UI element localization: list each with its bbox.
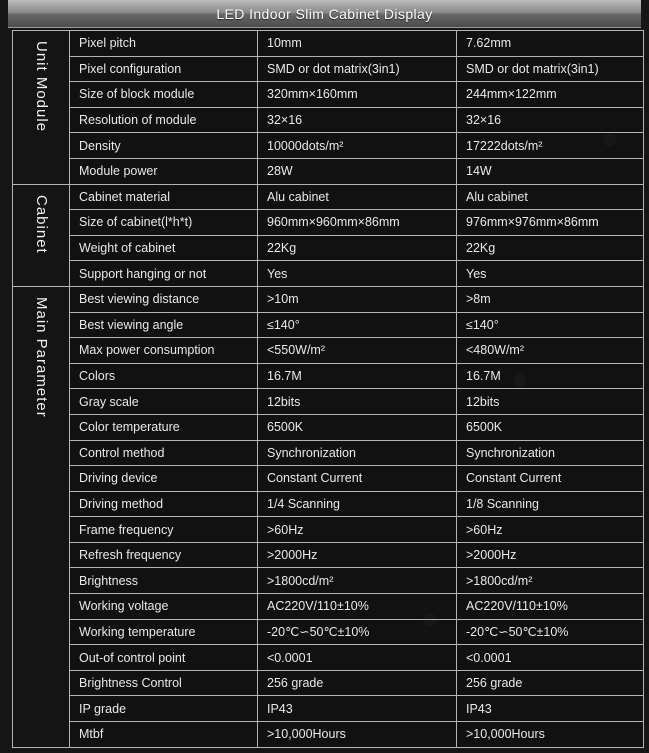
value-10mm-cell: >1800cd/m² bbox=[258, 568, 457, 594]
table-row bbox=[13, 466, 644, 492]
table-row bbox=[13, 645, 644, 671]
value-7-62mm-cell: 244mm×122mm bbox=[457, 82, 644, 108]
table-row bbox=[13, 312, 644, 338]
parameter-name-cell: Max power consumption bbox=[70, 338, 258, 364]
value-7-62mm-cell: 12bits bbox=[457, 389, 644, 415]
parameter-name-cell: Size of cabinet(l*h*t) bbox=[70, 210, 258, 236]
parameter-name-cell: Control method bbox=[70, 440, 258, 466]
section-label: Cabinet bbox=[33, 194, 50, 254]
parameter-name-cell: IP grade bbox=[70, 696, 258, 722]
value-10mm-cell: IP43 bbox=[258, 696, 457, 722]
value-10mm-cell: ≤140° bbox=[258, 312, 457, 338]
page-title: LED Indoor Slim Cabinet Display bbox=[216, 5, 433, 22]
section-main-parameter bbox=[13, 286, 70, 747]
table-row bbox=[13, 670, 644, 696]
table-row bbox=[13, 722, 644, 748]
parameter-name-cell: Refresh frequency bbox=[70, 542, 258, 568]
value-10mm-cell: 256 grade bbox=[258, 670, 457, 696]
value-10mm-cell: 32×16 bbox=[258, 107, 457, 133]
value-10mm-cell: 10000dots/m² bbox=[258, 133, 457, 159]
section-label: Unit Module bbox=[33, 41, 50, 133]
value-10mm-cell: 16.7M bbox=[258, 363, 457, 389]
parameter-name-cell: Brightness Control bbox=[70, 670, 258, 696]
spec-table-body bbox=[13, 31, 644, 748]
value-7-62mm-cell: ≤140° bbox=[457, 312, 644, 338]
value-7-62mm-cell: Yes bbox=[457, 261, 644, 287]
section-label: Main Parameter bbox=[33, 296, 50, 418]
table-row bbox=[13, 542, 644, 568]
value-7-62mm-cell: AC220V/110±10% bbox=[457, 594, 644, 620]
table-row bbox=[13, 363, 644, 389]
table-row bbox=[13, 210, 644, 236]
value-10mm-cell: Yes bbox=[258, 261, 457, 287]
value-10mm-cell: Synchronization bbox=[258, 440, 457, 466]
value-7-62mm-cell: >10,000Hours bbox=[457, 722, 644, 748]
parameter-name-cell: Best viewing distance bbox=[70, 286, 258, 312]
parameter-name-cell: Best viewing angle bbox=[70, 312, 258, 338]
value-7-62mm-cell: 6500K bbox=[457, 414, 644, 440]
table-row bbox=[13, 338, 644, 364]
title-bar bbox=[8, 0, 641, 28]
value-7-62mm-cell: IP43 bbox=[457, 696, 644, 722]
table-row bbox=[13, 696, 644, 722]
value-7-62mm-cell: >60Hz bbox=[457, 517, 644, 543]
value-10mm-cell: 22Kg bbox=[258, 235, 457, 261]
parameter-name-cell: Driving method bbox=[70, 491, 258, 517]
value-7-62mm-cell: 256 grade bbox=[457, 670, 644, 696]
parameter-name-cell: Frame frequency bbox=[70, 517, 258, 543]
value-10mm-cell: 6500K bbox=[258, 414, 457, 440]
value-7-62mm-cell: 32×16 bbox=[457, 107, 644, 133]
value-7-62mm-cell: <0.0001 bbox=[457, 645, 644, 671]
table-row bbox=[13, 286, 644, 312]
value-7-62mm-cell: <480W/m² bbox=[457, 338, 644, 364]
parameter-name-cell: Working voltage bbox=[70, 594, 258, 620]
table-row bbox=[13, 389, 644, 415]
parameter-name-cell: Module power bbox=[70, 158, 258, 184]
table-row bbox=[13, 440, 644, 466]
table-row bbox=[13, 491, 644, 517]
value-10mm-cell: <550W/m² bbox=[258, 338, 457, 364]
value-7-62mm-cell: 16.7M bbox=[457, 363, 644, 389]
table-row bbox=[13, 133, 644, 159]
parameter-name-cell: Gray scale bbox=[70, 389, 258, 415]
parameter-name-cell: Weight of cabinet bbox=[70, 235, 258, 261]
parameter-name-cell: Resolution of module bbox=[70, 107, 258, 133]
value-7-62mm-cell: 17222dots/m² bbox=[457, 133, 644, 159]
table-row bbox=[13, 517, 644, 543]
value-10mm-cell: <0.0001 bbox=[258, 645, 457, 671]
value-7-62mm-cell: >1800cd/m² bbox=[457, 568, 644, 594]
table-row bbox=[13, 82, 644, 108]
value-10mm-cell: SMD or dot matrix(3in1) bbox=[258, 56, 457, 82]
value-10mm-cell: 28W bbox=[258, 158, 457, 184]
table-row bbox=[13, 568, 644, 594]
value-10mm-cell: 10mm bbox=[258, 31, 457, 57]
section-cabinet bbox=[13, 184, 70, 286]
parameter-name-cell: Working temperature bbox=[70, 619, 258, 645]
value-7-62mm-cell: -20℃∽50℃±10% bbox=[457, 619, 644, 645]
value-7-62mm-cell: >2000Hz bbox=[457, 542, 644, 568]
value-7-62mm-cell: 22Kg bbox=[457, 235, 644, 261]
value-7-62mm-cell: 14W bbox=[457, 158, 644, 184]
table-row bbox=[13, 158, 644, 184]
table-row bbox=[13, 31, 644, 57]
value-10mm-cell: 12bits bbox=[258, 389, 457, 415]
parameter-name-cell: Size of block module bbox=[70, 82, 258, 108]
parameter-name-cell: Pixel configuration bbox=[70, 56, 258, 82]
parameter-name-cell: Cabinet material bbox=[70, 184, 258, 210]
value-10mm-cell: >60Hz bbox=[258, 517, 457, 543]
value-10mm-cell: >10m bbox=[258, 286, 457, 312]
parameter-name-cell: Brightness bbox=[70, 568, 258, 594]
value-7-62mm-cell: 7.62mm bbox=[457, 31, 644, 57]
spec-table bbox=[12, 30, 644, 748]
parameter-name-cell: Driving device bbox=[70, 466, 258, 492]
table-row bbox=[13, 184, 644, 210]
parameter-name-cell: Pixel pitch bbox=[70, 31, 258, 57]
parameter-name-cell: Density bbox=[70, 133, 258, 159]
table-row bbox=[13, 594, 644, 620]
table-row bbox=[13, 235, 644, 261]
parameter-name-cell: Mtbf bbox=[70, 722, 258, 748]
section-unit-module bbox=[13, 31, 70, 185]
value-7-62mm-cell: 976mm×976mm×86mm bbox=[457, 210, 644, 236]
value-10mm-cell: -20℃∽50℃±10% bbox=[258, 619, 457, 645]
value-10mm-cell: >2000Hz bbox=[258, 542, 457, 568]
parameter-name-cell: Support hanging or not bbox=[70, 261, 258, 287]
table-row bbox=[13, 107, 644, 133]
table-row bbox=[13, 619, 644, 645]
value-7-62mm-cell: SMD or dot matrix(3in1) bbox=[457, 56, 644, 82]
table-row bbox=[13, 414, 644, 440]
value-10mm-cell: 320mm×160mm bbox=[258, 82, 457, 108]
value-10mm-cell: AC220V/110±10% bbox=[258, 594, 457, 620]
value-10mm-cell: Alu cabinet bbox=[258, 184, 457, 210]
parameter-name-cell: Colors bbox=[70, 363, 258, 389]
value-7-62mm-cell: Alu cabinet bbox=[457, 184, 644, 210]
value-10mm-cell: 960mm×960mm×86mm bbox=[258, 210, 457, 236]
table-row bbox=[13, 56, 644, 82]
parameter-name-cell: Out-of control point bbox=[70, 645, 258, 671]
value-10mm-cell: 1/4 Scanning bbox=[258, 491, 457, 517]
parameter-name-cell: Color temperature bbox=[70, 414, 258, 440]
value-7-62mm-cell: Synchronization bbox=[457, 440, 644, 466]
value-7-62mm-cell: Constant Current bbox=[457, 466, 644, 492]
table-row bbox=[13, 261, 644, 287]
value-10mm-cell: >10,000Hours bbox=[258, 722, 457, 748]
value-10mm-cell: Constant Current bbox=[258, 466, 457, 492]
value-7-62mm-cell: >8m bbox=[457, 286, 644, 312]
value-7-62mm-cell: 1/8 Scanning bbox=[457, 491, 644, 517]
